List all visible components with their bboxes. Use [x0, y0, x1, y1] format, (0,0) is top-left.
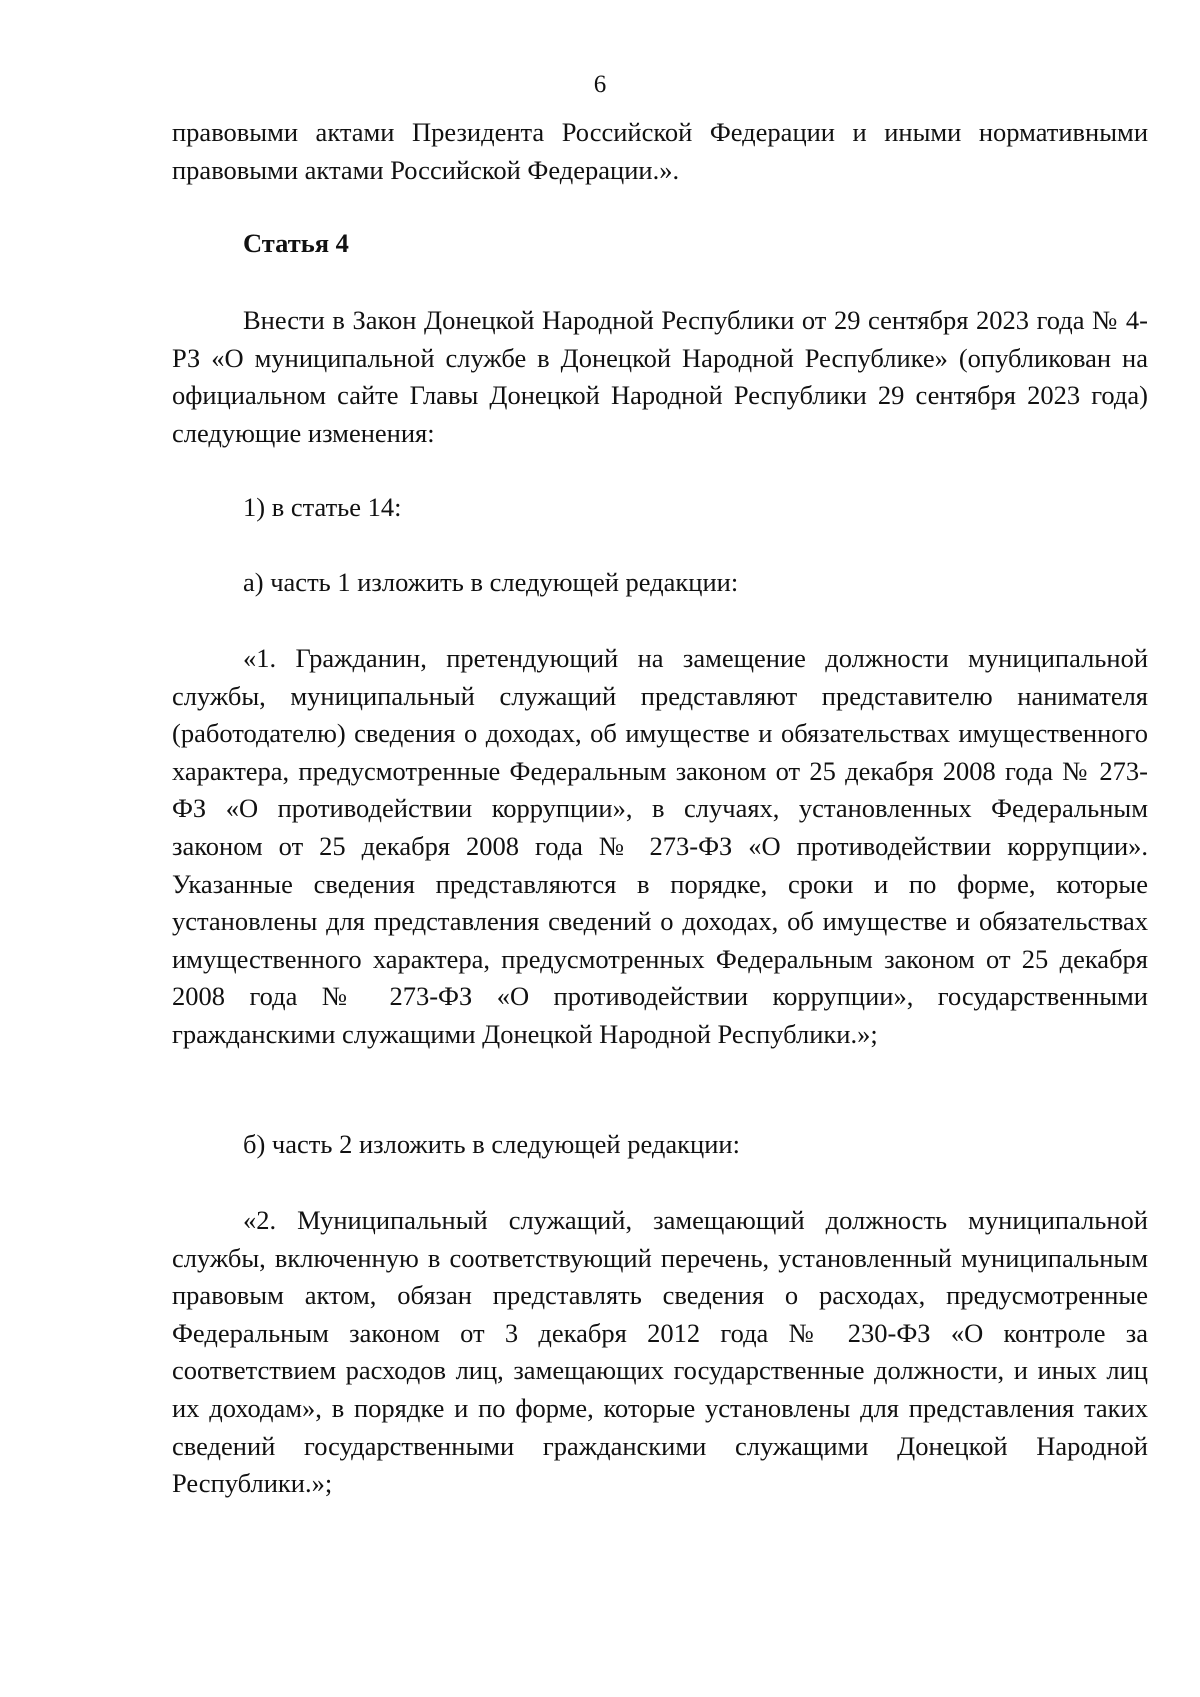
paragraph-part-2-text: «2. Муниципальный служащий, замещающий должность муниципальной службы, включенную в соответствующий перечень, установленный муниципальным правовым актом, обязан представлять сведения о расходах, предусмотренные Федеральным законом от 3 декабря 2012 года № 230-ФЗ «О контроле за соответствием расходов лиц, замещающих государственные должности, и иных лиц их доходам», в порядке и по форме, которые установлены для представления таких сведений государственными гражданскими служащими Донецкой Народной Республики.»; [172, 1205, 1148, 1499]
paragraph-subitem-a: а) часть 1 изложить в следующей редакции: [243, 567, 739, 597]
article-heading: Статья 4 [243, 228, 349, 258]
paragraph-part-1-text: «1. Гражданин, претендующий на замещение должности муниципальной службы, муниципальный служащий представляют представителю нанимателя (работодателю) сведения о доходах, об имуществе и обязательствах имущественного характера, предусмотренные Федеральным законом от 25 декабря 2008 года № 273-ФЗ «О противодействии коррупции», в случаях, установленных Федеральным законом от 25 декабря 2008 года № 273-ФЗ «О противодействии коррупции». Указанные сведения представляются в порядке, сроки и по форме, которые установлены для представления сведений о доходах, об имуществе и обязательствах имущественного характера, предусмотренных Федеральным законом от 25 декабря 2008 года № 273-ФЗ «О противодействии коррупции», государственными гражданскими служащими Донецкой Народной Республики.»; [172, 643, 1148, 1049]
paragraph-continuation: правовыми актами Президента Российской Федерации и иными нормативными правовыми актами Российской Федерации.». [172, 117, 1148, 185]
page-number: 6 [593, 71, 607, 98]
paragraph-intro: Внести в Закон Донецкой Народной Республики от 29 сентября 2023 года № 4-РЗ «О муниципальной службе в Донецкой Народной Республике» (опубликован на официальном сайте Главы Донецкой Народной Республики 29 сентября 2023 года) следующие изменения: [172, 305, 1148, 448]
paragraph-item-1: 1) в статье 14: [243, 492, 402, 522]
paragraph-subitem-b: б) часть 2 изложить в следующей редакции: [243, 1129, 740, 1159]
